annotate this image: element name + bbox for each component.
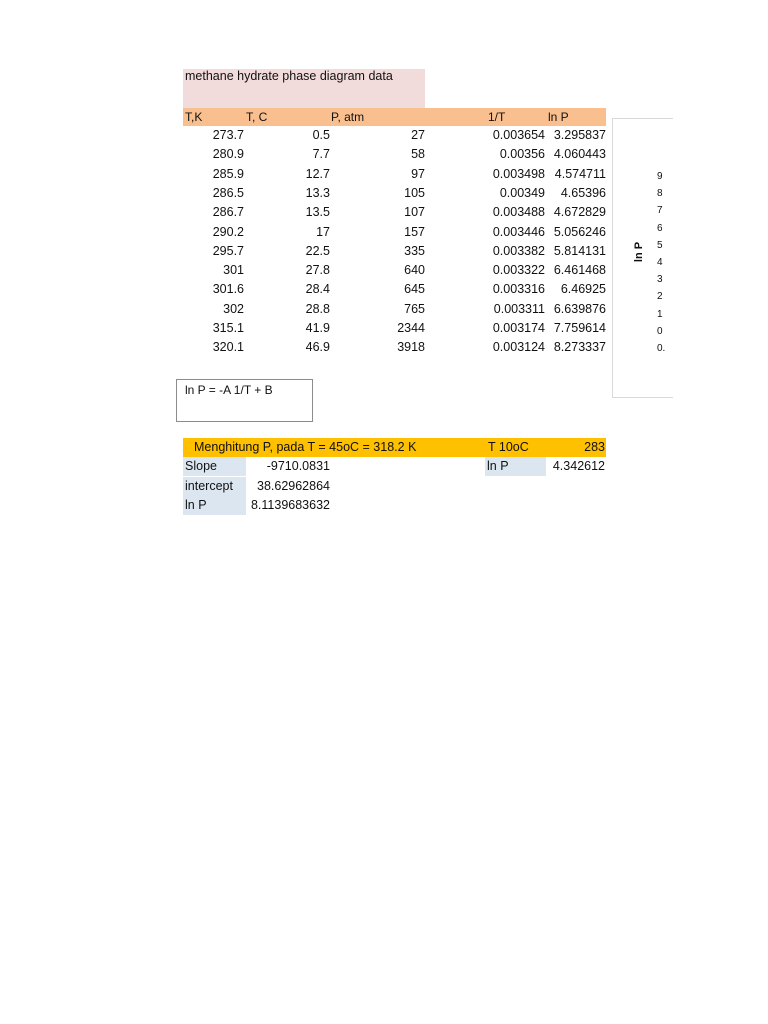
table-cell-tc: 28.4 bbox=[305, 282, 330, 297]
table-cell-inv-t: 0.003316 bbox=[492, 282, 545, 297]
table-cell-tk: 320.1 bbox=[212, 340, 244, 355]
table-cell-p: 105 bbox=[404, 185, 425, 200]
table-cell-tk: 286.7 bbox=[212, 205, 244, 220]
chart-ytick: 0. bbox=[657, 343, 666, 354]
table-cell-p: 640 bbox=[404, 263, 425, 278]
side-lnp-label: ln P bbox=[485, 457, 546, 476]
calc-header: Menghitung P, pada T = 45oC = 318.2 K bbox=[194, 440, 417, 454]
table-cell-lnp: 5.814131 bbox=[553, 243, 606, 258]
table-cell-tc: 46.9 bbox=[305, 340, 330, 355]
table-cell-tc: 41.9 bbox=[305, 321, 330, 335]
chart-ytick: 7 bbox=[657, 205, 663, 217]
table-cell-tk: 285.9 bbox=[212, 166, 244, 181]
chart-ytick: 8 bbox=[657, 188, 663, 200]
table-cell-lnp: 8.273337 bbox=[553, 340, 606, 355]
header-inv-t: 1/T bbox=[488, 110, 506, 124]
chart-ytick: 6 bbox=[657, 222, 663, 234]
table-cell-p: 335 bbox=[404, 243, 425, 258]
table-cell-p: 58 bbox=[411, 147, 425, 162]
table-cell-tk: 301.6 bbox=[212, 282, 244, 297]
table-cell-inv-t: 0.003174 bbox=[492, 321, 545, 335]
chart-ytick: 0 bbox=[657, 325, 663, 337]
table-cell-tk: 302 bbox=[223, 301, 244, 316]
slope-value: -9710.0831 bbox=[266, 459, 330, 473]
lnp-value: 8.1139683632 bbox=[250, 498, 330, 512]
table-cell-tc: 27.8 bbox=[305, 263, 330, 278]
table-cell-p: 107 bbox=[404, 205, 425, 220]
header-tc: T, C bbox=[246, 110, 268, 124]
table-cell-tk: 315.1 bbox=[212, 321, 244, 335]
table-cell-tc: 0.5 bbox=[312, 128, 330, 142]
table-cell-inv-t: 0.00349 bbox=[499, 185, 545, 200]
table-cell-tk: 280.9 bbox=[212, 147, 244, 162]
table-cell-inv-t: 0.003311 bbox=[493, 301, 545, 316]
slope-label: Slope bbox=[183, 457, 246, 476]
table-cell-tc: 13.5 bbox=[305, 205, 330, 220]
table-cell-p: 645 bbox=[404, 282, 425, 297]
chart-ytick: 1 bbox=[657, 308, 663, 320]
table-cell-lnp: 6.46925 bbox=[560, 282, 606, 297]
chart-ytick: 5 bbox=[657, 239, 663, 251]
table-cell-p: 2344 bbox=[397, 321, 425, 335]
table-cell-inv-t: 0.003488 bbox=[492, 205, 545, 220]
table-cell-lnp: 3.295837 bbox=[553, 128, 606, 142]
table-cell-inv-t: 0.003498 bbox=[492, 166, 545, 181]
formula-text: ln P = -A 1/T + B bbox=[185, 383, 273, 397]
chart-ytick: 4 bbox=[657, 257, 663, 268]
table-cell-lnp: 4.65396 bbox=[560, 185, 606, 200]
intercept-value: 38.62962864 bbox=[257, 479, 330, 493]
table-cell-tc: 13.3 bbox=[305, 185, 330, 200]
table-cell-lnp: 6.639876 bbox=[553, 301, 606, 316]
table-cell-tc: 7.7 bbox=[312, 147, 330, 162]
table-cell-p: 27 bbox=[411, 128, 425, 142]
table-cell-lnp: 7.759614 bbox=[553, 321, 606, 335]
sheet-title: methane hydrate phase diagram data bbox=[185, 69, 393, 83]
header-p: P, atm bbox=[331, 110, 365, 124]
table-cell-p: 765 bbox=[404, 301, 425, 316]
header-tk: T,K bbox=[185, 110, 203, 124]
chart-ylabel: ln P bbox=[633, 241, 645, 263]
table-cell-inv-t: 0.003654 bbox=[492, 128, 545, 142]
table-cell-p: 3918 bbox=[397, 340, 425, 355]
lnp-label: ln P bbox=[183, 496, 246, 515]
table-cell-tk: 290.2 bbox=[212, 224, 244, 239]
table-cell-inv-t: 0.003446 bbox=[492, 224, 545, 239]
table-cell-tc: 28.8 bbox=[305, 301, 330, 316]
table-cell-tk: 295.7 bbox=[212, 243, 244, 258]
chart-ytick: 3 bbox=[657, 274, 663, 286]
table-cell-p: 97 bbox=[411, 166, 425, 181]
chart-ytick: 2 bbox=[657, 291, 663, 303]
side-t-label: T 10oC bbox=[488, 440, 529, 454]
table-cell-tc: 17 bbox=[316, 224, 330, 239]
table-cell-lnp: 4.672829 bbox=[553, 205, 606, 220]
table-cell-lnp: 6.461468 bbox=[553, 263, 606, 278]
table-cell-p: 157 bbox=[404, 224, 425, 239]
table-cell-inv-t: 0.003382 bbox=[492, 243, 545, 258]
side-t-value: 283 bbox=[584, 440, 605, 454]
table-cell-lnp: 4.574711 bbox=[554, 166, 606, 181]
table-cell-inv-t: 0.003124 bbox=[492, 340, 545, 355]
chart-ytick: 9 bbox=[657, 171, 663, 182]
table-cell-tk: 273.7 bbox=[212, 128, 244, 142]
table-cell-lnp: 5.056246 bbox=[553, 224, 606, 239]
table-cell-inv-t: 0.003322 bbox=[492, 263, 545, 278]
table-cell-inv-t: 0.00356 bbox=[499, 147, 545, 162]
table-cell-lnp: 4.060443 bbox=[553, 147, 606, 162]
side-lnp-value: 4.342612 bbox=[552, 459, 605, 473]
intercept-label: intercept bbox=[183, 477, 246, 496]
table-cell-tk: 301 bbox=[223, 263, 244, 278]
table-cell-tc: 22.5 bbox=[305, 243, 330, 258]
table-cell-tk: 286.5 bbox=[212, 185, 244, 200]
table-cell-tc: 12.7 bbox=[305, 166, 330, 181]
header-lnp: ln P bbox=[548, 110, 569, 124]
